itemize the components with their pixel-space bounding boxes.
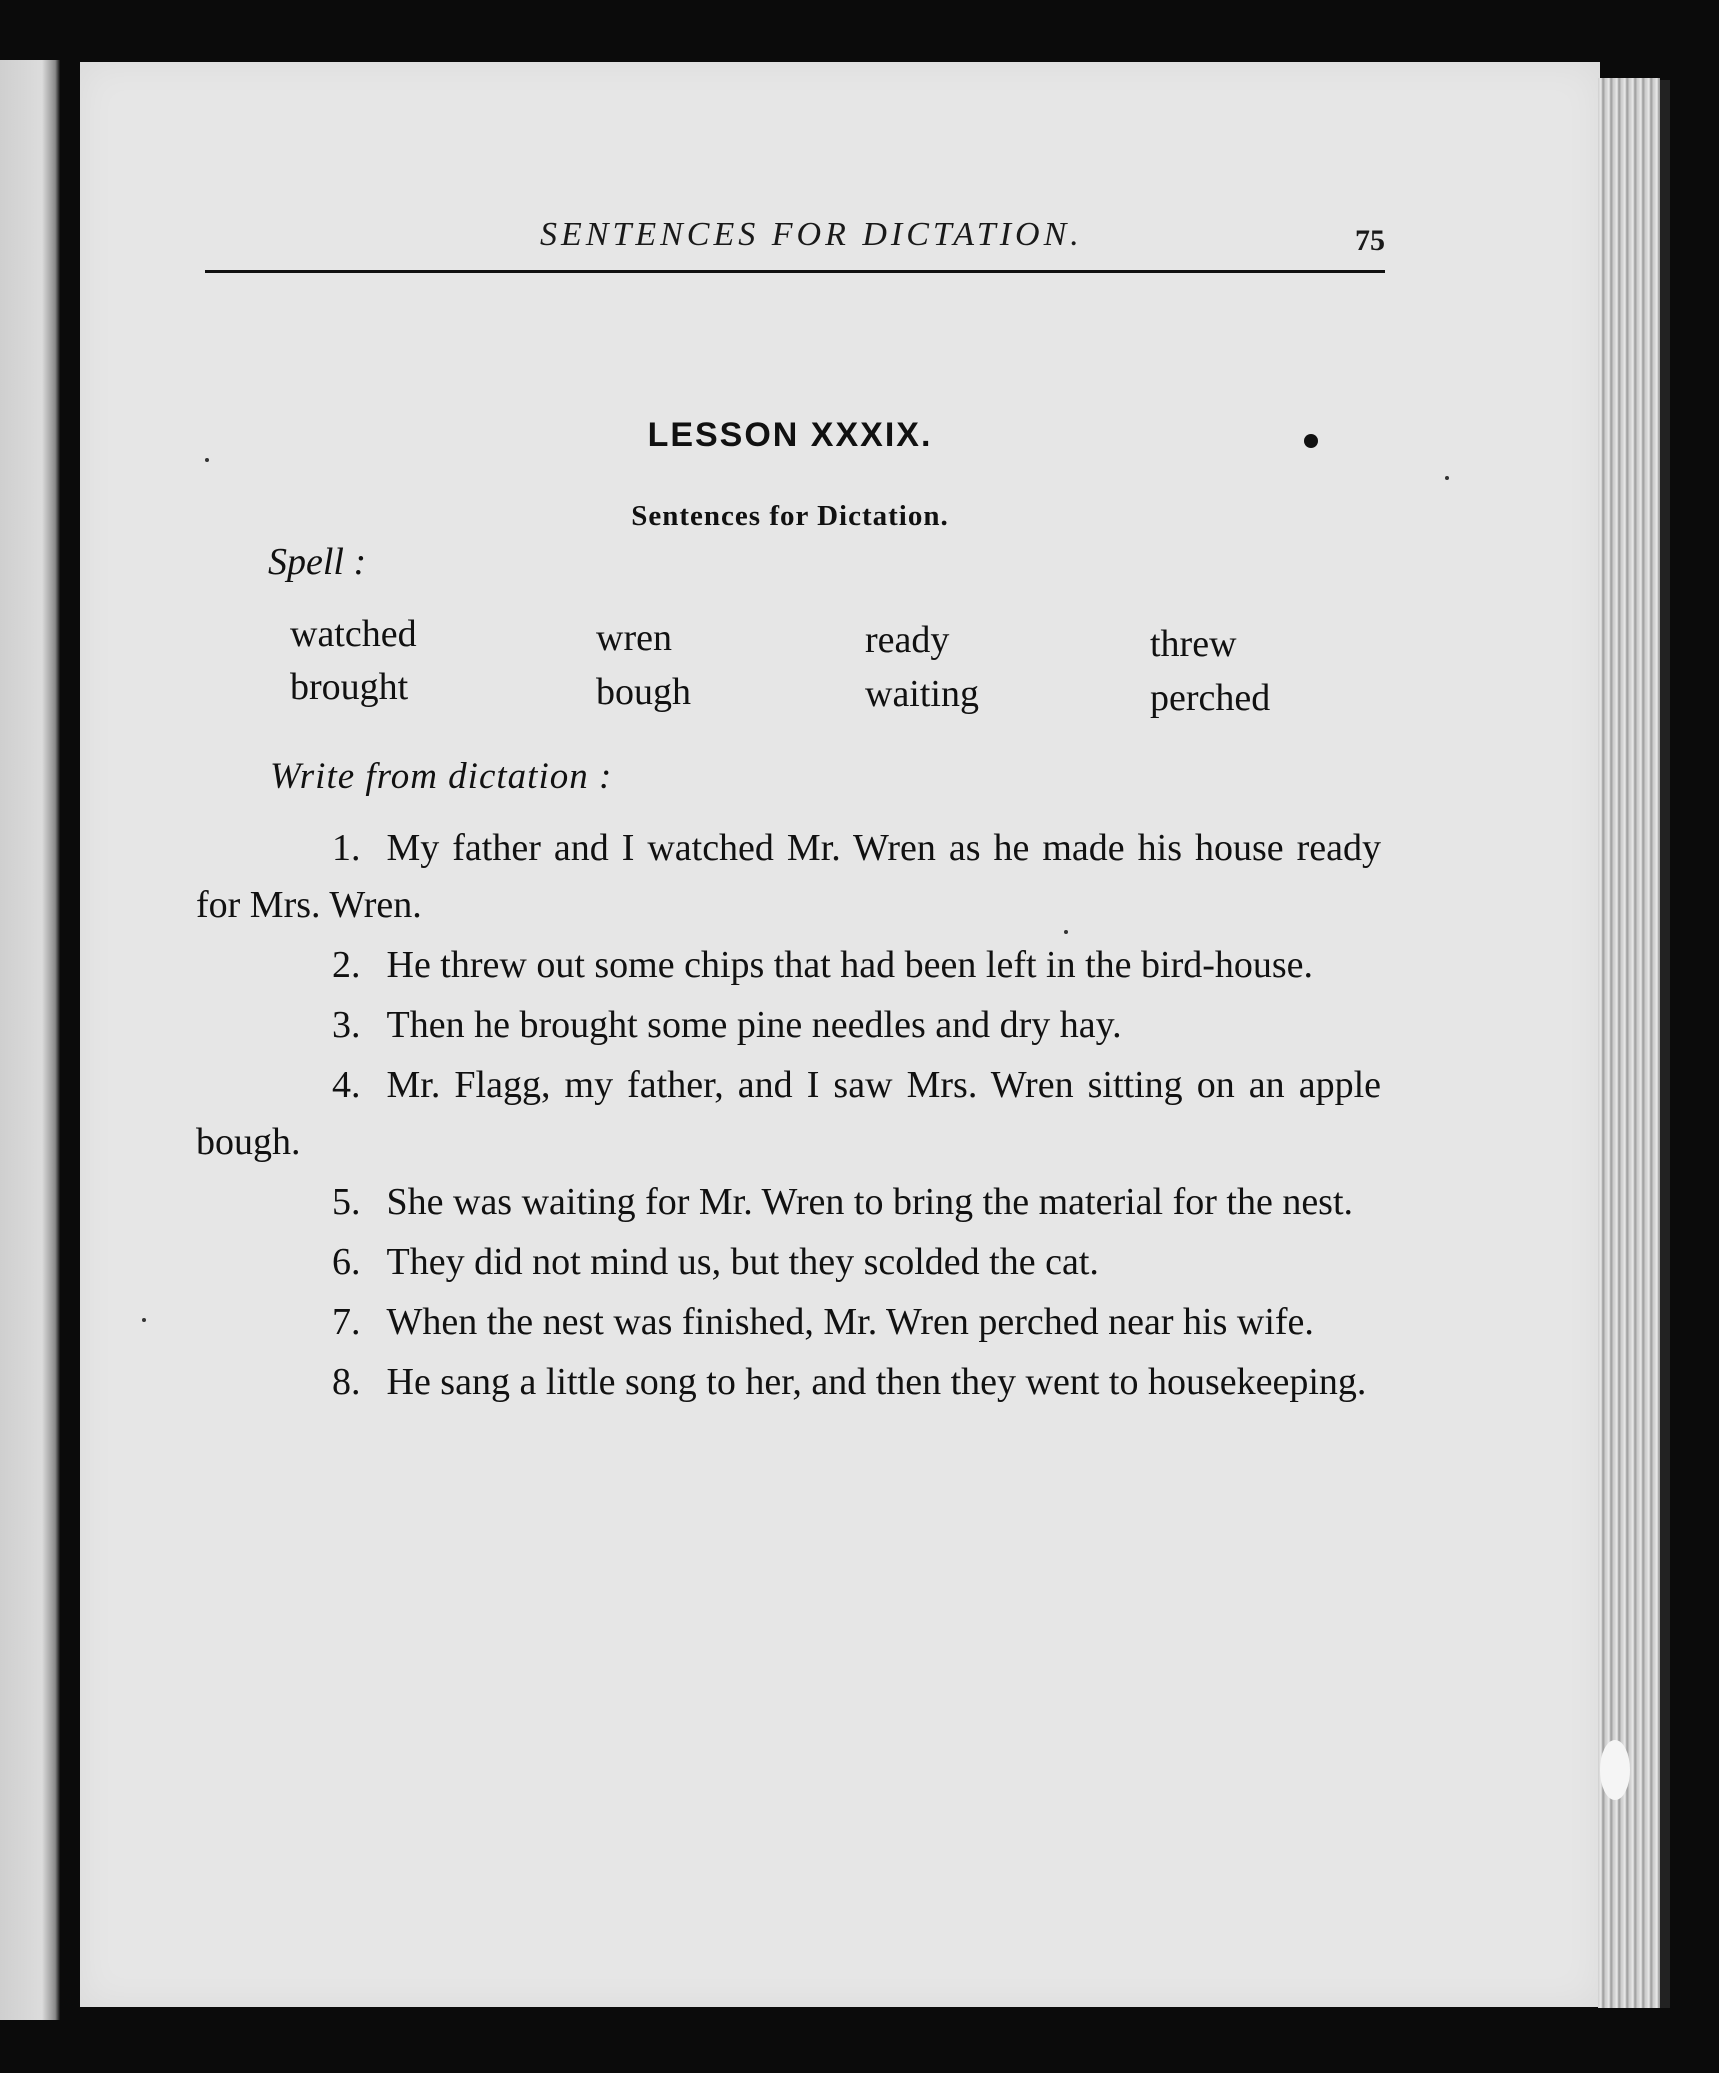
- sentence-text: He threw out some chips that had been left in the bird-house.: [386, 944, 1314, 986]
- sentence-number: 3.: [332, 1004, 361, 1046]
- lesson-subtitle: Sentences for Dictation.: [631, 500, 949, 532]
- spell-word: waiting: [865, 673, 979, 715]
- scan-speck: [1064, 930, 1068, 934]
- scan-speck: [1445, 476, 1449, 480]
- sentence-item: [196, 1057, 1381, 1171]
- sentence-item: [196, 937, 1381, 994]
- spell-word: threw: [1150, 623, 1237, 665]
- scan-speck: [205, 458, 209, 462]
- bullet-mark: [1304, 434, 1318, 448]
- spell-word: perched: [1150, 677, 1271, 719]
- sentence-item: [196, 1174, 1381, 1231]
- sentence-item: [196, 997, 1381, 1054]
- sentence-text: Mr. Flagg, my father, and I saw Mrs. Wren sitting on an apple bough.: [196, 1064, 1381, 1163]
- scan-blemish: [1600, 1740, 1630, 1800]
- sentence-number: 5.: [332, 1181, 361, 1223]
- sentence-text: My father and I watched Mr. Wren as he made his house ready for Mrs. Wren.: [196, 827, 1381, 926]
- running-head: [205, 210, 1385, 273]
- sentence-text: When the nest was finished, Mr. Wren perched near his wife.: [386, 1301, 1314, 1343]
- spell-word: brought: [290, 666, 409, 708]
- spell-word: wren: [596, 617, 672, 659]
- sentence-number: 1.: [332, 827, 361, 869]
- spell-word: ready: [865, 619, 950, 661]
- sentence-number: 6.: [332, 1241, 361, 1283]
- sentence-number: 7.: [332, 1301, 361, 1343]
- page-number: 75: [1355, 224, 1385, 257]
- dictation-sentences: [196, 820, 1381, 1414]
- running-title: SENTENCES FOR DICTATION.: [540, 216, 1083, 253]
- sentence-text: She was waiting for Mr. Wren to bring the material for the nest.: [386, 1181, 1354, 1223]
- sentence-text: He sang a little song to her, and then they went to housekeeping.: [386, 1361, 1367, 1403]
- lesson-title: LESSON XXXIX.: [647, 416, 933, 454]
- sentence-item: [196, 1294, 1381, 1351]
- sentence-item: [196, 1354, 1381, 1411]
- scan-speck: [142, 1318, 146, 1322]
- sentence-number: 4.: [332, 1064, 361, 1106]
- sentence-item: [196, 820, 1381, 934]
- sentence-number: 2.: [332, 944, 361, 986]
- facing-page-edge: [0, 60, 60, 2020]
- binding-shadow: [1660, 80, 1670, 2008]
- sentence-number: 8.: [332, 1361, 361, 1403]
- spell-word: watched: [290, 613, 417, 655]
- sentence-text: Then he brought some pine needles and dry hay.: [386, 1004, 1122, 1046]
- sentence-text: They did not mind us, but they scolded the cat.: [386, 1241, 1099, 1283]
- spell-word: bough: [596, 671, 691, 713]
- spell-label: Spell :: [268, 541, 367, 583]
- dictation-label: Write from dictation :: [270, 756, 613, 797]
- page-stack-edge: [1598, 78, 1660, 2008]
- sentence-item: [196, 1234, 1381, 1291]
